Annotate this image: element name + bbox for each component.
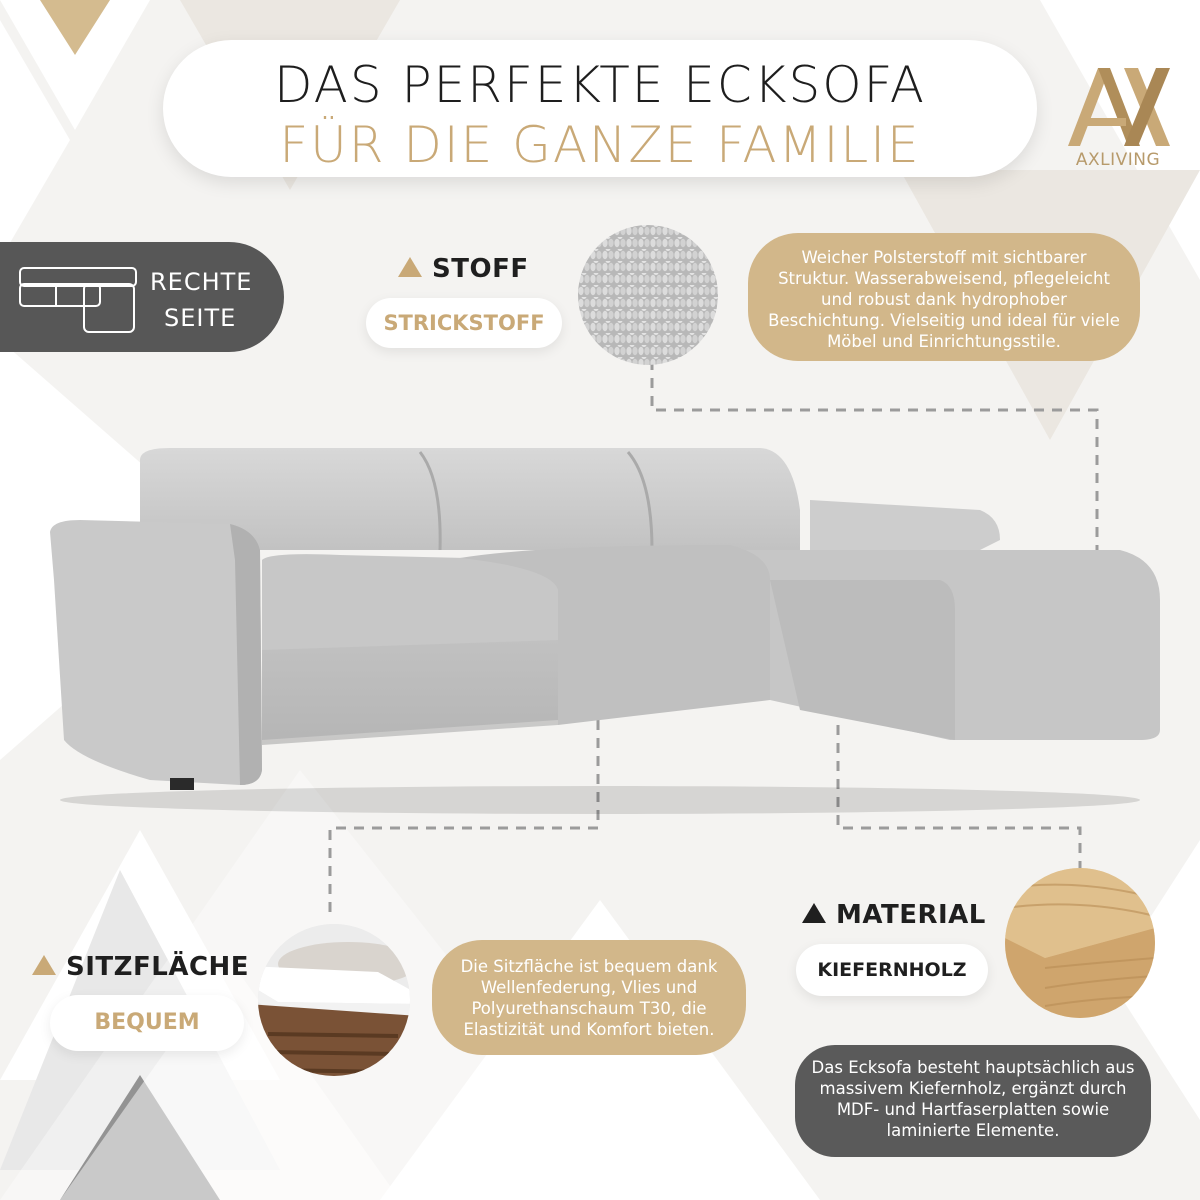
- side-label-line-2: SEITE: [164, 304, 237, 332]
- triangle-icon: [398, 257, 422, 277]
- fabric-heading-text: STOFF: [432, 254, 529, 284]
- seat-heading: [32, 952, 249, 982]
- brand-name: AXLIVING: [1075, 150, 1161, 170]
- fabric-description: Weicher Polsterstoff mit sichtbarer Struktur. Wasserabweisend, pflegeleicht und robust dank hydrophober Beschichtung. Vielseitig und ideal für viele Möbel und Einrichtungsstile.: [748, 233, 1140, 361]
- seat-description: Die Sitzfläche ist bequem dank Wellenfederung, Vlies und Polyurethanschaum T30, die Elastizität und Komfort bieten.: [432, 940, 746, 1055]
- seat-tag: BEQUEM: [50, 995, 244, 1051]
- title-line-1: DAS PERFEKTE ECKSOFA: [274, 56, 926, 114]
- side-label-line-1: RECHTE: [150, 268, 253, 296]
- material-heading-text: MATERIAL: [836, 900, 986, 930]
- corner-sofa-outline-icon: [18, 264, 138, 336]
- corner-sofa-image: [40, 440, 1170, 820]
- triangle-icon: [32, 955, 56, 975]
- fabric-texture-image: [578, 225, 718, 365]
- fabric-tag: STRICKSTOFF: [366, 298, 562, 348]
- material-description: Das Ecksofa besteht hauptsächlich aus massivem Kiefernholz, ergänzt durch MDF- und Hartfaserplatten sowie laminierte Elemente.: [795, 1045, 1151, 1157]
- title-banner: [163, 40, 1037, 177]
- side-indicator: [0, 242, 284, 352]
- fabric-heading: [398, 254, 529, 284]
- wood-sample-image: [1005, 868, 1155, 1018]
- material-tag: KIEFERNHOLZ: [796, 944, 988, 996]
- triangle-icon: [802, 903, 826, 923]
- seat-layers-image: [258, 924, 410, 1076]
- seat-heading-text: SITZFLÄCHE: [66, 952, 250, 982]
- title-line-2: FÜR DIE GANZE FAMILIE: [279, 116, 921, 174]
- material-heading: [802, 900, 986, 930]
